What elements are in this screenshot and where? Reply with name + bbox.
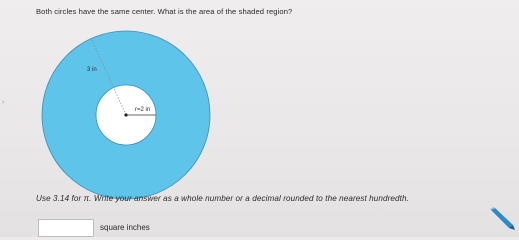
outer-radius-label: 3 in — [87, 67, 97, 73]
answer-unit: square inches — [100, 223, 150, 232]
question-text: Both circles have the same center. What is the area of the shaded region? — [36, 7, 293, 16]
instruction-text: Use 3.14 for π. Write your answer as a whole number or a decimal rounded to the nearest hundredth. — [36, 194, 409, 203]
center-point — [124, 113, 127, 116]
answer-input[interactable] — [38, 219, 94, 237]
inner-radius-label: r=2 in — [135, 107, 151, 113]
pencil-icon[interactable] — [488, 207, 516, 231]
side-marker: › — [2, 99, 5, 106]
